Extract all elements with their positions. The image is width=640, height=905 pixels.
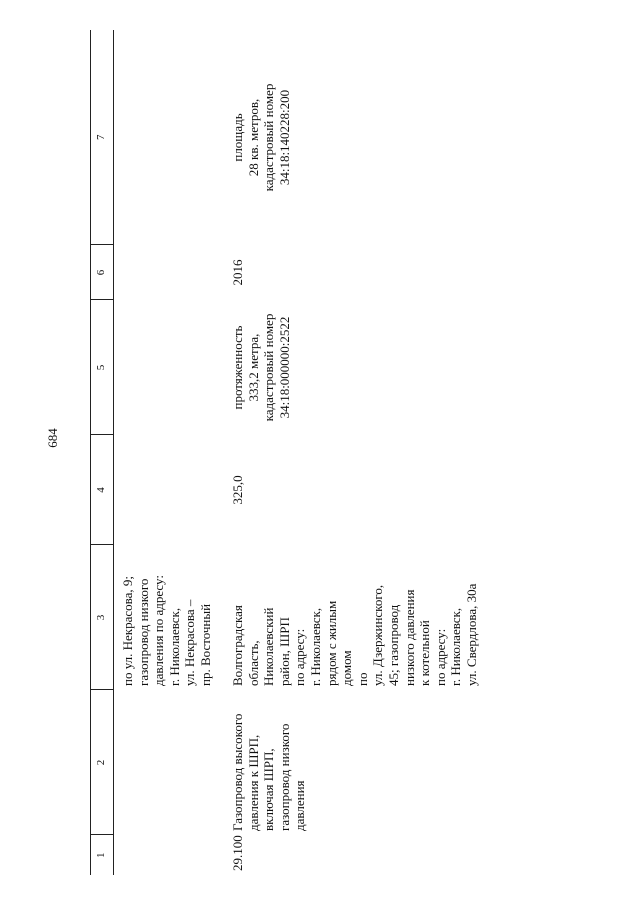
cell-text-line: площадь	[230, 113, 245, 162]
cell-text-line: протяженность	[230, 325, 245, 410]
cell-text-line: кадастровый номер	[261, 83, 277, 192]
cell-text-line: 28 кв. метров,	[245, 98, 261, 177]
year-cell: 2016	[230, 259, 245, 286]
cell-text-line: к котельной	[417, 620, 433, 686]
cell-text-line: по адресу:	[432, 628, 448, 686]
cell-text-line: газопровод низкого	[276, 723, 292, 831]
cell-text-line: ул. Некрасова –	[182, 599, 198, 686]
length-cadastral-cell	[114, 300, 225, 435]
object-name-cell	[114, 690, 225, 835]
column-header-1: 1	[91, 835, 114, 875]
area-cadastral-cell	[224, 30, 484, 245]
cell-text-line: район, ШРП	[276, 617, 292, 686]
cell-text-line: г. Николаевск,	[448, 607, 464, 686]
cell-text-line: кадастровый номер	[261, 313, 277, 422]
row-number-cell: 29.100	[230, 835, 245, 871]
cell-text-line: по	[354, 672, 370, 686]
column-header-2: 2	[91, 690, 114, 835]
page-number: 684	[45, 428, 60, 448]
column-header-4: 4	[91, 435, 114, 545]
cell-text-line: пр. Восточный	[197, 603, 213, 686]
cell-text-line: область,	[245, 640, 261, 686]
cell-text-line: г. Николаевск,	[307, 607, 323, 686]
cell-text-line: давления к ШРП,	[245, 734, 261, 831]
length-cadastral-cell	[224, 300, 484, 435]
cell-text-line: 45; газопровод	[385, 604, 401, 686]
cell-text-line: Николаевский	[261, 607, 277, 686]
cell-text-line: ул. Свердлова, 30а	[463, 583, 479, 686]
table-row	[224, 30, 484, 875]
property-table	[90, 30, 484, 875]
address-cell	[114, 545, 225, 690]
cell-text-line: ул. Дзержинского,	[370, 584, 386, 686]
cell-text-line: домом	[339, 650, 355, 686]
column-header-3: 3	[91, 545, 114, 690]
value-cell	[114, 435, 225, 545]
cell-text-line: Газопровод высокого	[230, 713, 245, 831]
rotated-table-container	[90, 30, 550, 875]
address-cell	[224, 545, 484, 690]
year-cell	[114, 245, 225, 300]
cell-text-line: газопровод низкого	[135, 578, 151, 686]
object-name-cell	[224, 690, 484, 835]
column-header-5: 5	[91, 300, 114, 435]
cell-text-line: 34:18:140228:200	[276, 89, 292, 186]
area-cadastral-cell	[114, 30, 225, 245]
column-header-7: 7	[91, 30, 114, 245]
cell-text-line: давления по адресу:	[151, 575, 167, 686]
column-number-header-row	[91, 30, 114, 875]
cell-text-line: по ул. Некрасова, 9;	[120, 576, 135, 686]
cell-text-line: низкого давления	[401, 589, 417, 686]
cell-text-line: 34:18:000000:2522	[276, 316, 292, 419]
cell-text-line: г. Николаевск,	[166, 607, 182, 686]
column-header-6: 6	[91, 245, 114, 300]
cell-text-line: давления	[292, 780, 308, 831]
cell-text-line: 333,2 метра,	[245, 333, 261, 402]
row-number-cell	[114, 835, 225, 875]
value-cell: 325,0	[230, 475, 245, 505]
cell-text-line: включая ШРП,	[261, 748, 277, 831]
table-row	[114, 30, 225, 875]
cell-text-line: рядом с жилым	[323, 600, 339, 686]
cell-text-line: Волгоградская	[230, 605, 245, 686]
cell-text-line: по адресу:	[292, 628, 308, 686]
